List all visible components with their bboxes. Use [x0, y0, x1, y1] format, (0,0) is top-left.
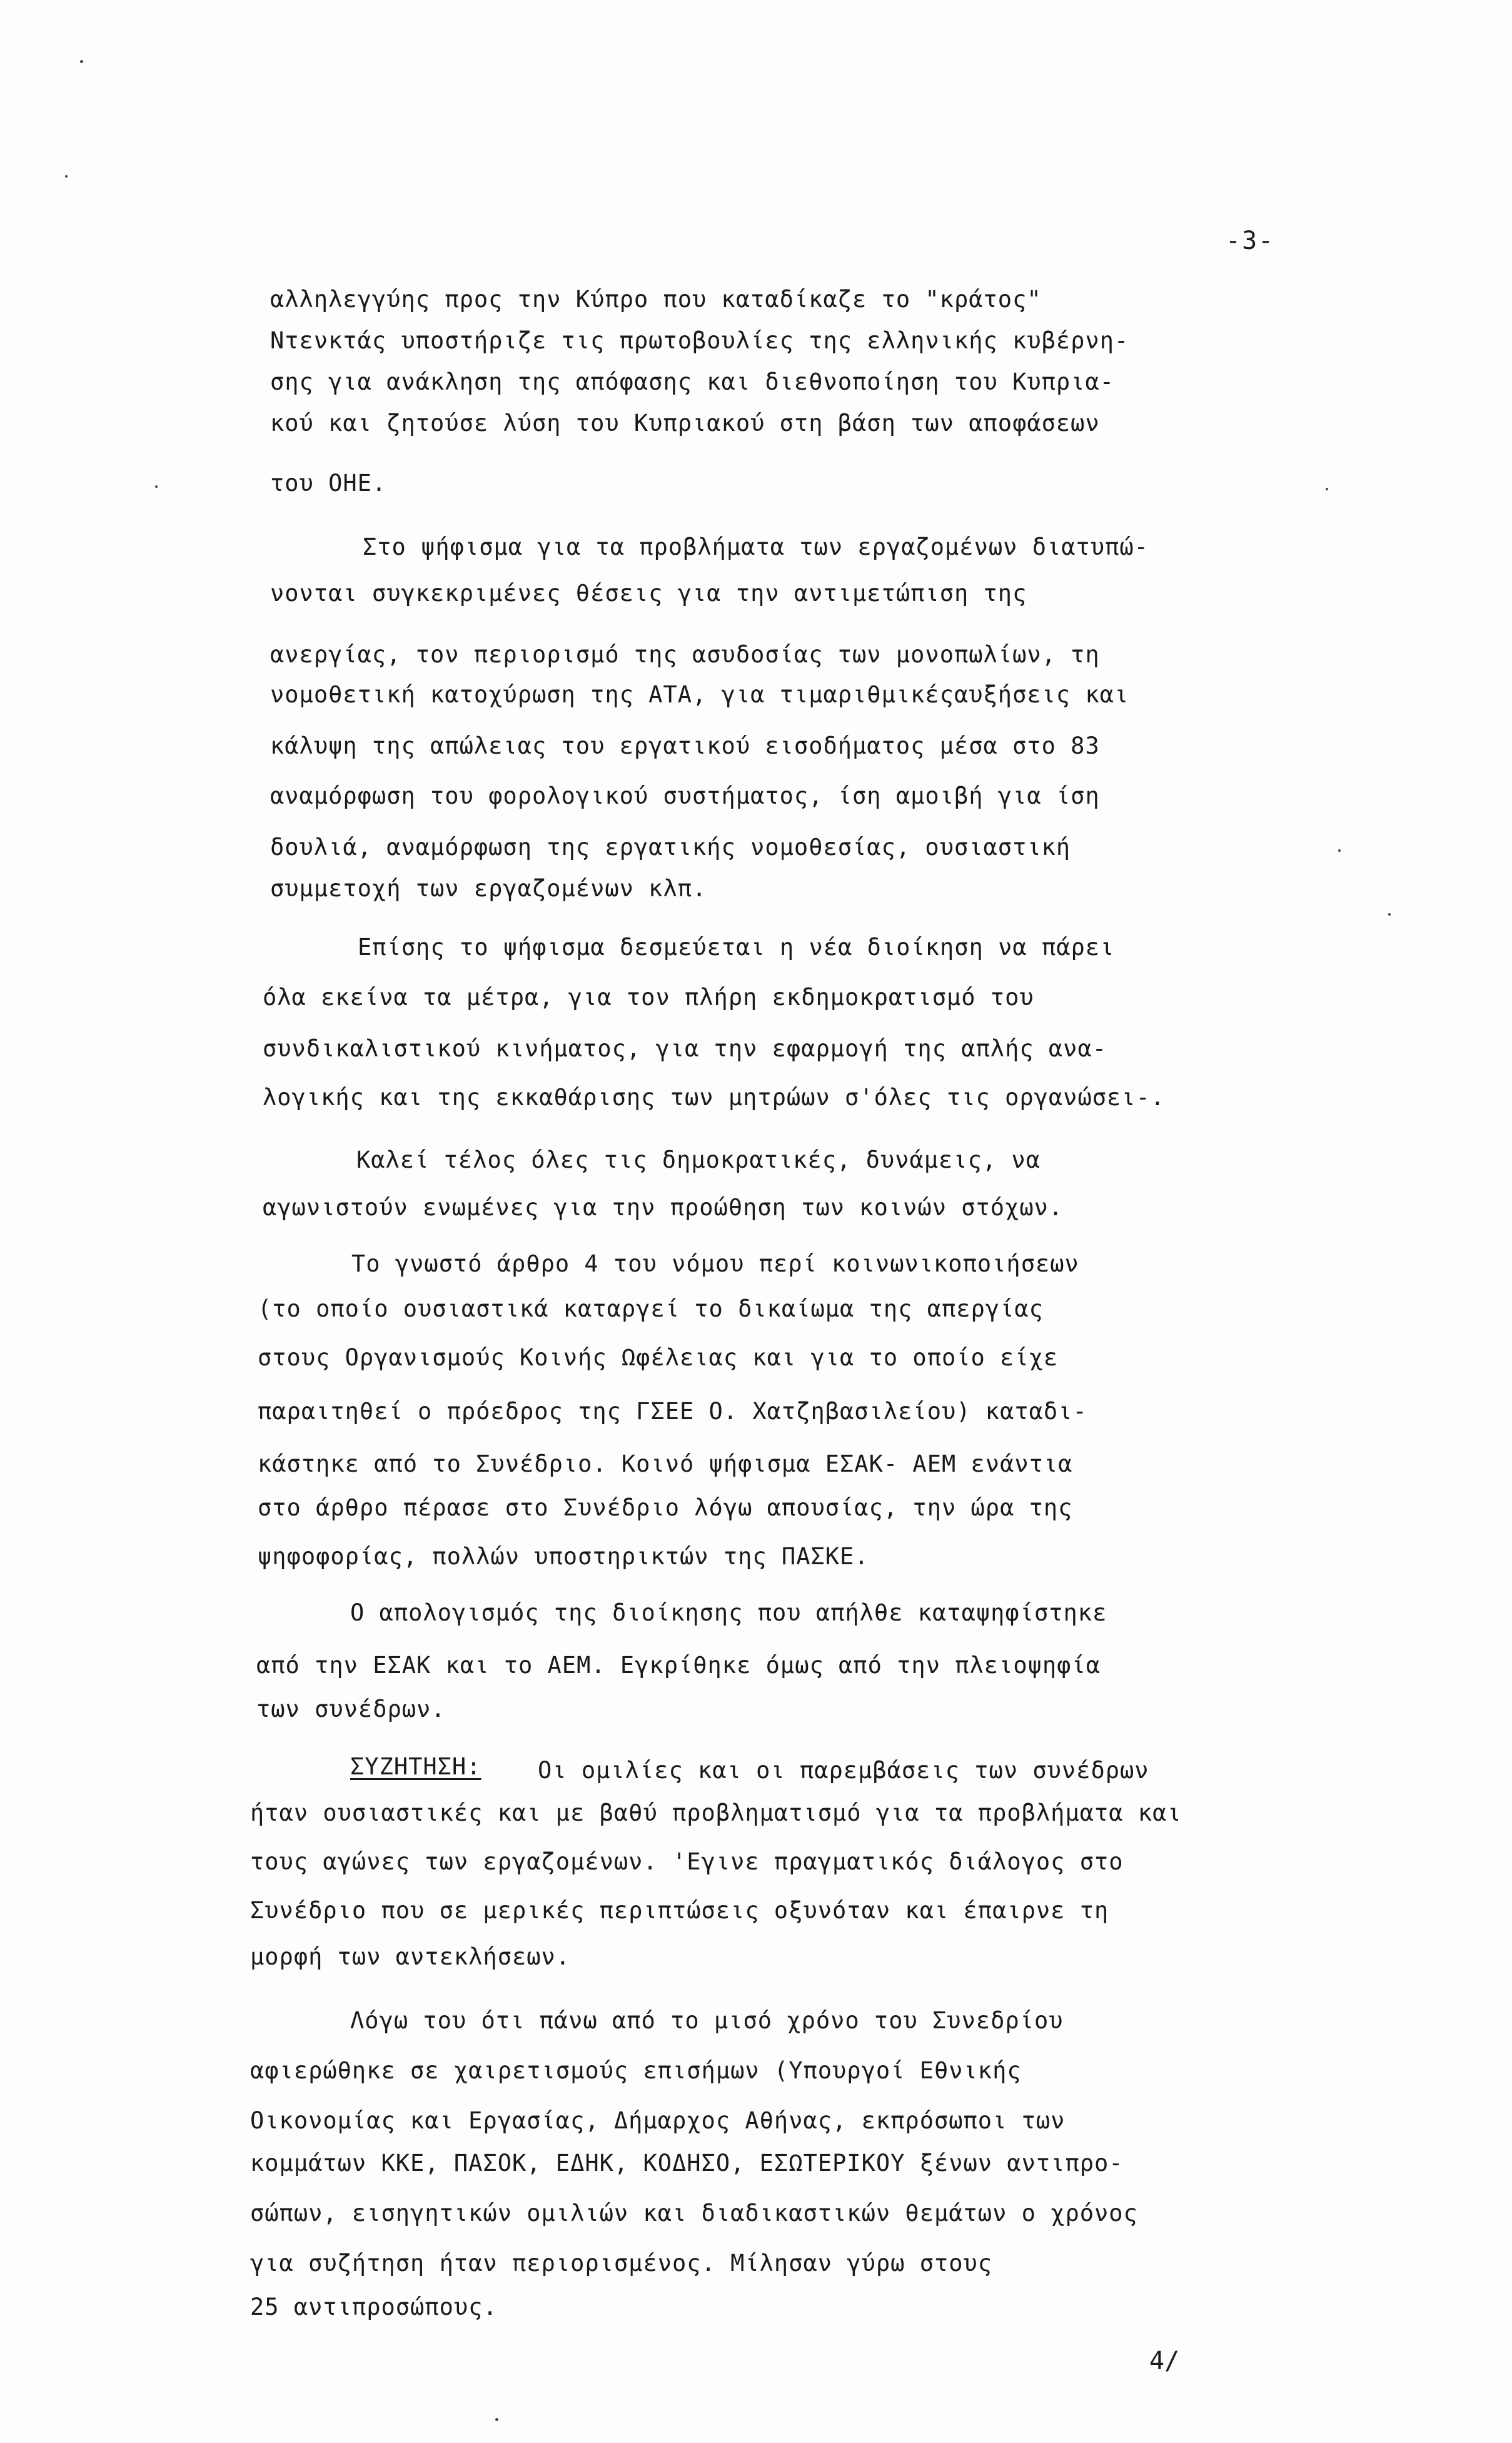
- paragraph-5-line-1: Το γνωστό άρθρο 4 του νόμου περί κοινωνικοποιήσεων: [351, 1250, 1079, 1277]
- paragraph-4-line-1: Καλεί τέλος όλες τις δημοκρατικές, δυνάμεις, να: [356, 1146, 1041, 1173]
- scan-speck: [155, 485, 158, 488]
- scan-speck: [1388, 913, 1391, 916]
- paragraph-7-line-4: Συνέδριο που σε μερικές περιπτώσεις οξυνόταν και έπαιρνε τη: [250, 1897, 1109, 1924]
- paragraph-5-line-7: ψηφοφορίας, πολλών υποστηρικτών της ΠΑΣΚΕ.: [258, 1543, 869, 1570]
- paragraph-2-line-3: ανεργίας, τον περιορισμό της ασυδοσίας των μονοπωλίων, τη: [270, 641, 1100, 668]
- discussion-heading: ΣΥΖΗΤΗΣΗ:: [350, 1753, 481, 1780]
- paragraph-6-line-2: από την ΕΣΑΚ και το ΑΕΜ. Εγκρίθηκε όμως από την πλειοψηφία: [256, 1652, 1101, 1679]
- paragraph-1-line-2: Ντενκτάς υποστήριζε τις πρωτοβουλίες της ελληνικής κυβέρνη-: [270, 327, 1129, 354]
- paragraph-2-line-4: νομοθετική κατοχύρωση της ΑΤΑ, για τιμαριθμικέςαυξήσεις και: [270, 681, 1129, 708]
- paragraph-8-line-6: για συζήτηση ήταν περιορισμένος. Μίλησαν γύρω στους: [250, 2250, 993, 2277]
- paragraph-1-line-3: σης για ανάκληση της απόφασης και διεθνοποίηση του Κυπρια-: [270, 368, 1115, 395]
- scan-speck: [1326, 488, 1328, 490]
- paragraph-8-line-7: 25 αντιπροσώπους.: [250, 2294, 498, 2320]
- paragraph-6-line-3: των συνέδρων.: [256, 1696, 446, 1722]
- paragraph-5-line-3: στους Οργανισμούς Κοινής Ωφέλειας και για το οποίο είχε: [258, 1344, 1059, 1371]
- page-number: -3-: [1226, 226, 1275, 255]
- paragraph-1-line-4: κού και ζητούσε λύση του Κυπριακού στη βάση των αποφάσεων: [270, 410, 1100, 437]
- paragraph-2-line-6: αναμόρφωση του φορολογικού συστήματος, ίση αμοιβή για ίση: [270, 782, 1100, 809]
- paragraph-2-line-2: νονται συγκεκριμένες θέσεις για την αντιμετώπιση της: [270, 580, 1027, 607]
- paragraph-8-line-3: Οικονομίας και Εργασίας, Δήμαρχος Αθήνας, εκπρόσωποι των: [250, 2107, 1066, 2134]
- paragraph-2-line-8: συμμετοχή των εργαζομένων κλπ.: [270, 875, 707, 902]
- paragraph-2-line-1: Στο ψήφισμα για τα προβλήματα των εργαζομένων διατυπώ-: [363, 534, 1149, 560]
- paragraph-2-line-5: κάλυψη της απώλειας του εργατικού εισοδήματος μέσα στο 83: [270, 732, 1100, 759]
- paragraph-5-line-5: κάστηκε από το Συνέδριο. Κοινό ψήφισμα ΕΣΑΚ- ΑΕΜ ενάντια: [258, 1450, 1073, 1477]
- paragraph-3-line-3: συνδικαλιστικού κινήματος, για την εφαρμογή της απλής ανα-: [263, 1035, 1107, 1062]
- paragraph-7-line-3: τους αγώνες των εργαζομένων. 'Εγινε πραγματικός διάλογος στο: [250, 1848, 1124, 1875]
- paragraph-5-line-2: (το οποίο ουσιαστικά καταργεί το δικαίωμα της απεργίας: [258, 1295, 1044, 1322]
- paragraph-3-line-2: όλα εκείνα τα μέτρα, για τον πλήρη εκδημοκρατισμό του: [263, 984, 1034, 1011]
- next-page-marker: 4/: [1149, 2347, 1180, 2375]
- paragraph-3-line-1: Επίσης το ψήφισμα δεσμεύεται η νέα διοίκηση να πάρει: [358, 934, 1115, 961]
- scan-speck: [495, 2418, 498, 2421]
- paragraph-1-line-1: αλληλεγγύης προς την Κύπρο που καταδίκαζε το "κράτος": [270, 286, 1042, 313]
- paragraph-8-line-1: Λόγω του ότι πάνω από το μισό χρόνο του Συνεδρίου: [350, 2007, 1064, 2034]
- paragraph-5-line-4: παραιτηθεί ο πρόεδρος της ΓΣΕΕ Ο. Χατζηβασιλείου) καταδι-: [258, 1398, 1087, 1425]
- scan-speck: [1338, 849, 1341, 852]
- paragraph-7-line-1: Οι ομιλίες και οι παρεμβάσεις των συνέδρων: [538, 1757, 1149, 1784]
- paragraph-8-line-4: κομμάτων ΚΚΕ, ΠΑΣΟΚ, ΕΔΗΚ, ΚΟΔΗΣΟ, ΕΣΩΤΕΡΙΚΟΥ ξένων αντιπρο-: [250, 2150, 1124, 2177]
- paragraph-8-line-2: αφιερώθηκε σε χαιρετισμούς επισήμων (Υπουργοί Εθνικής: [250, 2057, 1022, 2084]
- paragraph-7-line-2: ήταν ουσιαστικές και με βαθύ προβληματισμό για τα προβλήματα και: [250, 1799, 1182, 1826]
- paragraph-5-line-6: στο άρθρο πέρασε στο Συνέδριο λόγω απουσίας, την ώρα της: [258, 1494, 1073, 1521]
- scan-speck: [65, 175, 68, 178]
- paragraph-2-line-7: δουλιά, αναμόρφωση της εργατικής νομοθεσίας, ουσιαστική: [270, 834, 1071, 861]
- paragraph-4-line-2: αγωνιστούν ενωμένες για την προώθηση των κοινών στόχων.: [263, 1194, 1064, 1221]
- scan-speck: [80, 60, 83, 63]
- paragraph-3-line-4: λογικής και της εκκαθάρισης των μητρώων σ'όλες τις οργανώσει-.: [263, 1084, 1166, 1111]
- paragraph-7-line-5: μορφή των αντεκλήσεων.: [250, 1943, 571, 1970]
- paragraph-1-line-5: του ΟΗΕ.: [270, 470, 387, 497]
- paragraph-8-line-5: σώπων, εισηγητικών ομιλιών και διαδικαστικών θεμάτων ο χρόνος: [250, 2200, 1138, 2227]
- paragraph-6-line-1: Ο απολογισμός της διοίκησης που απήλθε καταψηφίστηκε: [350, 1599, 1107, 1626]
